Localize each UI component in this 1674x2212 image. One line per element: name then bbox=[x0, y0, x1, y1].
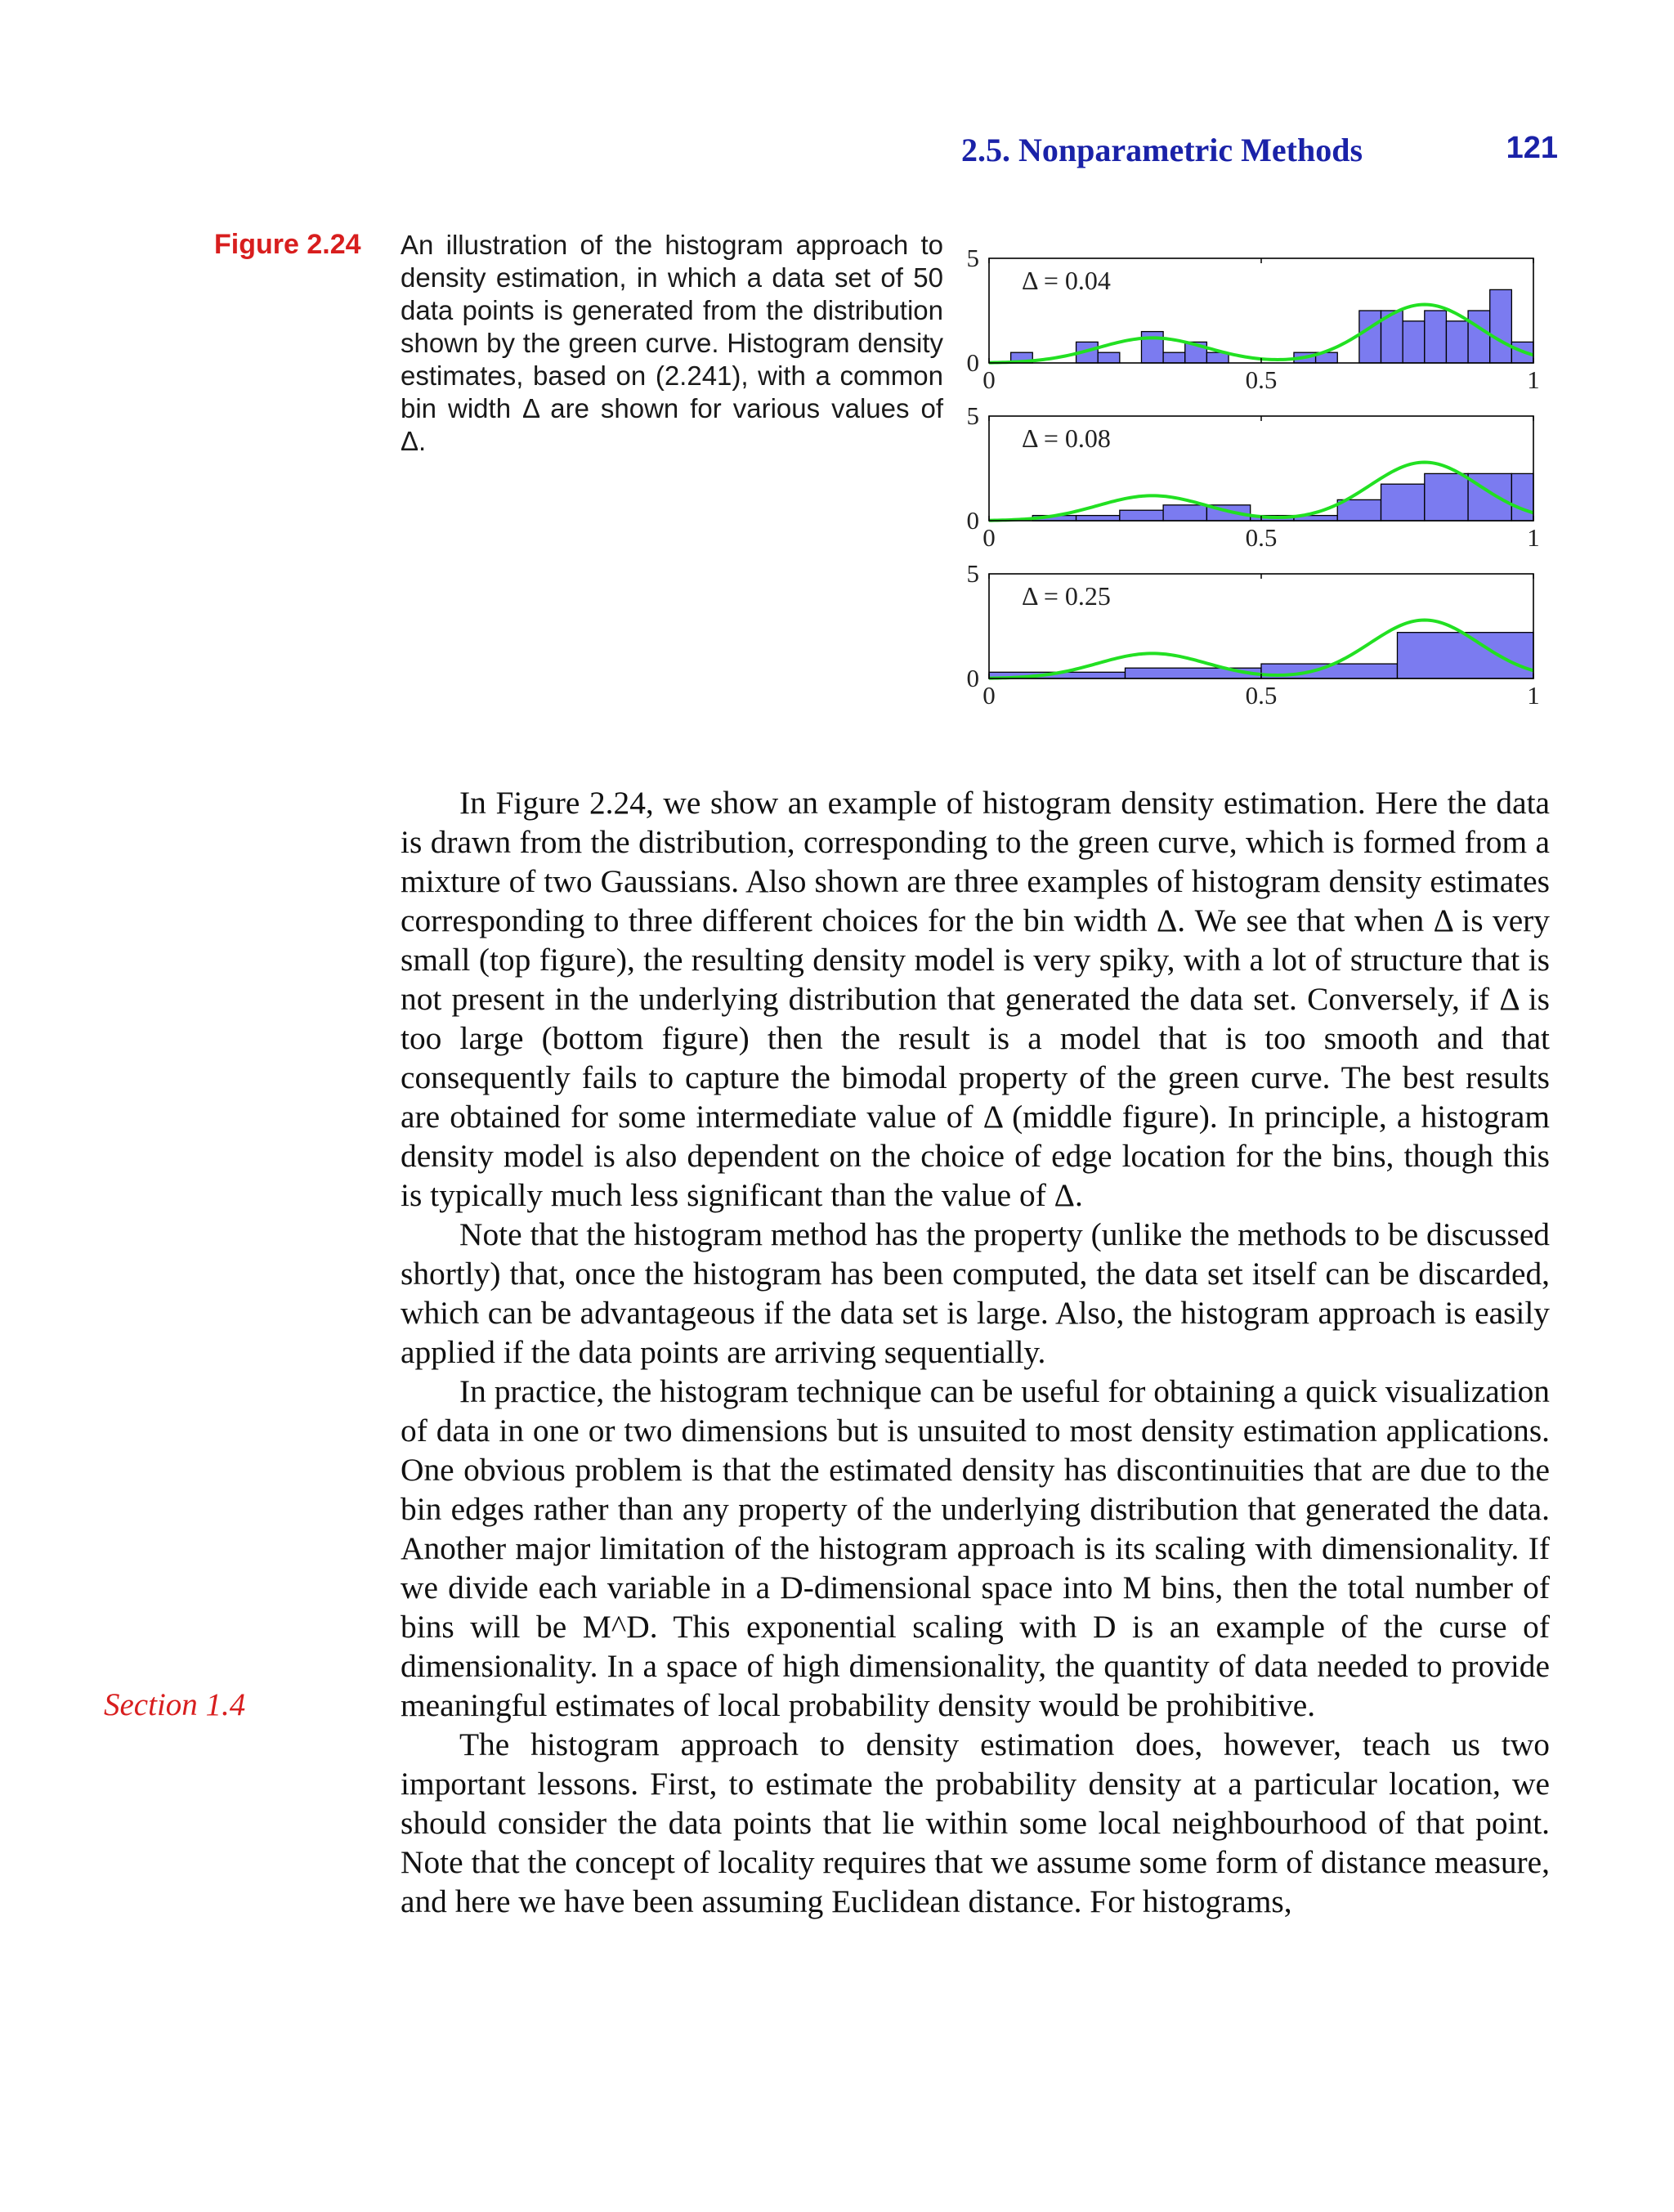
body-text bbox=[401, 783, 1550, 1921]
y-tick-label: 5 bbox=[966, 401, 979, 430]
figure-caption: An illustration of the histogram approach to density estimation, in which a data set of 50 data points is generated from the distribution shown by the green curve. Histogram density estimates, based on (2.241), with a common bin width Δ are shown for various values of Δ. bbox=[401, 230, 943, 456]
histogram-bar bbox=[1425, 311, 1447, 363]
histogram-panel bbox=[967, 401, 1540, 552]
histogram-bar bbox=[1076, 516, 1120, 521]
x-tick-label: 0 bbox=[982, 365, 996, 394]
histogram-bar bbox=[1468, 311, 1490, 363]
y-tick-label: 5 bbox=[966, 245, 979, 272]
histogram-panel bbox=[967, 559, 1540, 710]
histogram-figure bbox=[948, 245, 1553, 728]
x-tick-label: 0 bbox=[982, 523, 996, 552]
section-title: 2.5. Nonparametric Methods bbox=[961, 132, 1363, 168]
panel-title: Δ = 0.25 bbox=[1022, 581, 1111, 611]
paragraph: In practice, the histogram technique can be useful for obtaining a quick visualization of data in one or two dimensions but is unsuited to most density estimation applications. One obvious problem is that the estimated density has discontinuities that are due to the bin edges rather than any property of the underlying distribution that generated the data. Another major limitation of the histogram approach is its scaling with dimensionality. If we divide each variable in a D-dimensional space into M bins, then the total number of bins will be M^D. This exponential scaling with D is an example of the curse of dimensionality. In a space of high dimensionality, the quantity of data needed to provide meaningful estimates of local probability density would be prohibitive. bbox=[401, 1373, 1550, 1723]
panel-title: Δ = 0.04 bbox=[1022, 266, 1111, 295]
histogram-bar bbox=[1511, 473, 1533, 521]
panel-title: Δ = 0.08 bbox=[1022, 423, 1111, 453]
page-number: 121 bbox=[1506, 131, 1558, 165]
histogram-bar bbox=[1398, 633, 1534, 678]
x-tick-label: 0 bbox=[982, 681, 996, 710]
y-tick-label: 5 bbox=[966, 559, 979, 588]
histogram-bar bbox=[1359, 311, 1381, 363]
histogram-bar bbox=[1446, 321, 1468, 363]
y-tick-label: 0 bbox=[966, 664, 979, 692]
histogram-bar bbox=[1120, 510, 1163, 521]
x-tick-label: 1 bbox=[1527, 681, 1540, 710]
histogram-bar bbox=[1098, 352, 1120, 363]
histogram-bar bbox=[1163, 352, 1185, 363]
running-head bbox=[956, 131, 1558, 172]
x-tick-label: 1 bbox=[1527, 523, 1540, 552]
paragraph: Note that the histogram method has the property (unlike the methods to be discussed shortly) that, once the histogram has been computed, the data set itself can be discarded, which can be advantageous if the data set is large. Also, the histogram approach is easily applied if the data points are arriving sequentially. bbox=[401, 1216, 1550, 1370]
y-tick-label: 0 bbox=[966, 348, 979, 377]
y-tick-label: 0 bbox=[966, 506, 979, 535]
histogram-bar bbox=[1403, 321, 1425, 363]
x-tick-label: 0.5 bbox=[1245, 365, 1278, 394]
paragraph: In Figure 2.24, we show an example of histogram density estimation. Here the data is drawn from the distribution, corresponding to the green curve, which is formed from a mixture of two Gaussians. Also shown are three examples of histogram density estimates corresponding to three different choices for the bin width Δ. We see that when Δ is very small (top figure), the resulting density model is very spiky, with a lot of structure that is not present in the underlying distribution that generated the data set. Conversely, if Δ is too large (bottom figure) then the result is a model that is too smooth and that consequently fails to capture the bimodal property of the green curve. The best results are obtained for some intermediate value of Δ (middle figure). In principle, a histogram density model is also dependent on the choice of edge location for the bins, though this is typically much less significant than the value of Δ. bbox=[401, 785, 1550, 1213]
figure-label: Figure 2.24 bbox=[214, 229, 361, 260]
histogram-bar bbox=[1163, 505, 1206, 521]
histogram-panel bbox=[967, 245, 1540, 394]
margin-note-section-ref: Section 1.4 bbox=[104, 1687, 246, 1722]
histogram-bar bbox=[1425, 473, 1468, 521]
histogram-bar bbox=[1490, 289, 1512, 363]
x-tick-label: 0.5 bbox=[1245, 681, 1278, 710]
histogram-bar bbox=[1381, 484, 1425, 521]
paragraph: The histogram approach to density estimation does, however, teach us two important lessons. First, to estimate the probability density at a particular location, we should consider the data points that lie within some local neighbourhood of that point. Note that the concept of locality requires that we assume some form of distance measure, and here we have been assuming Euclidean distance. For histograms, bbox=[401, 1726, 1550, 1919]
x-tick-label: 0.5 bbox=[1245, 523, 1278, 552]
x-tick-label: 1 bbox=[1527, 365, 1540, 394]
